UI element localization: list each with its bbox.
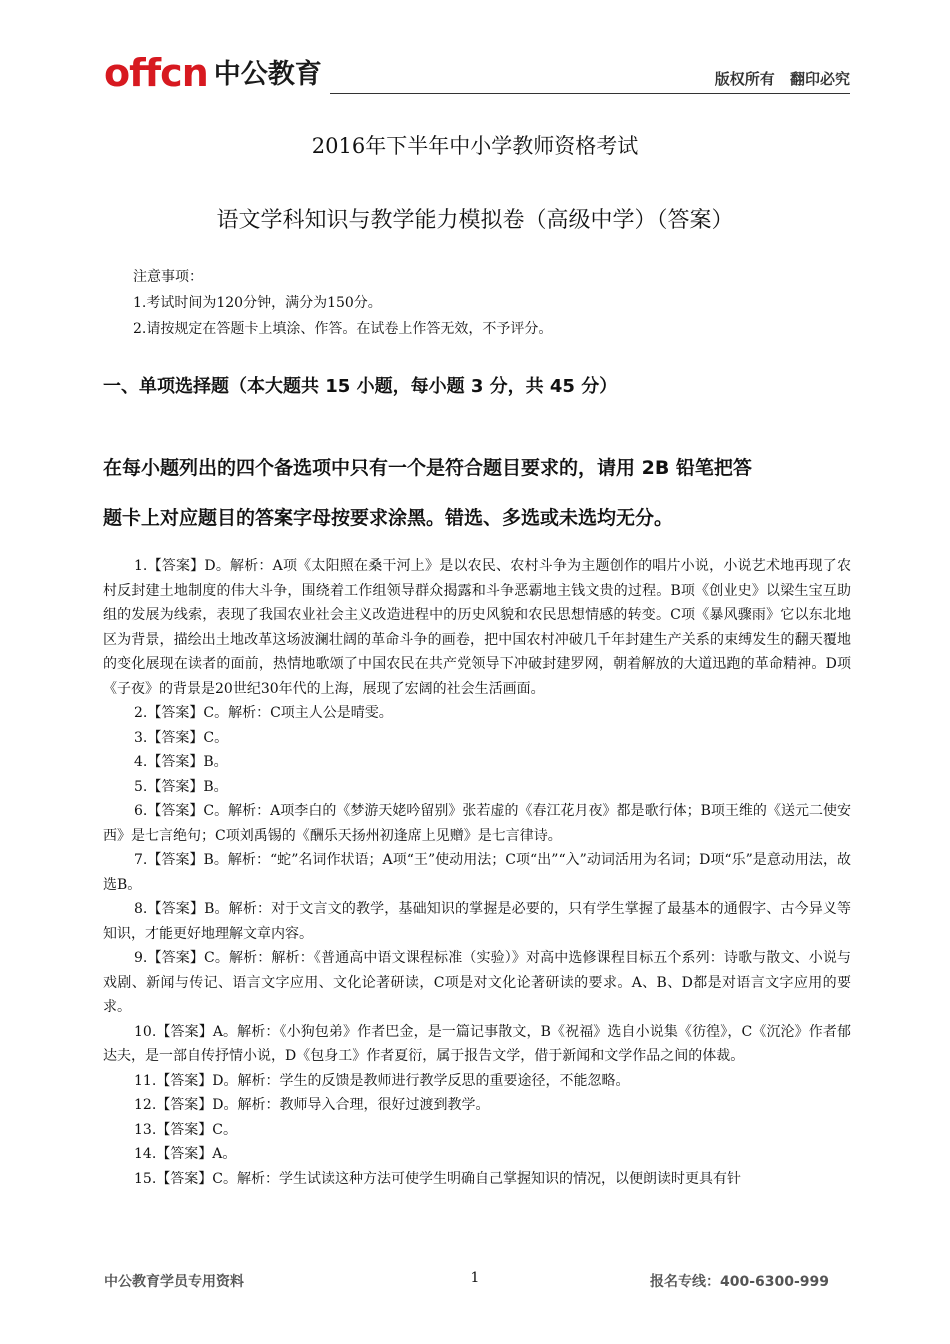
answer-item: 7.【答案】B。解析：“蛇”名词作状语；A项“王”使动用法；C项“出”“入”动词活用为名词；D项“乐”是意动用法，故选B。 [103,852,851,893]
answer-item: 12.【答案】D。解析：教师导入合理，很好过渡到教学。 [134,1097,490,1113]
section-heading: 一、单项选择题（本大题共 15 小题，每小题 3 分，共 45 分） [103,376,618,397]
paper-subtitle: 语文学科知识与教学能力模拟卷（高级中学）（答案） [216,208,734,233]
answer-item: 4.【答案】B。 [134,754,228,770]
answer-item: 14.【答案】A。 [134,1146,237,1162]
logo-wordmark: offcn [104,51,208,95]
answer-list [103,554,851,1191]
notice-item: 2.请按规定在答题卡上填涂、作答。在试卷上作答无效，不予评分。 [133,321,553,337]
answer-item: 13.【答案】C。 [134,1121,237,1138]
instruction-line: 在每小题列出的四个备选项中只有一个是符合题目要求的，请用 2B 铅笔把答 [103,457,752,479]
instruction-line: 题卡上对应题目的答案字母按要求涂黑。错选、多选或未选均无分。 [103,507,674,529]
answer-item: 10.【答案】A。解析：《小狗包弟》作者巴金，是一篇记事散文，B《祝福》选自小说集《彷徨》，C《沉沦》作者郁达夫，是一部自传抒情小说，D《包身工》作者夏衍，属于报告文学，借于新闻和文学作品之间的体裁。 [103,1023,851,1064]
footer-hotline: 报名专线：400-6300-999 [650,1274,830,1290]
answer-item: 1.【答案】D。解析：A项《太阳照在桑干河上》是以农民、农村斗争为主题创作的唱片小说，小说艺术地再现了农村反封建土地制度的伟大斗争，围绕着工作组领导群众揭露和斗争恶霸地主钱文贵的过程。B项《创业史》以梁生宝互助组的发展为线索，表现了我国农业社会主义改造进程中的历史风貌和农民思想情感的转变。C项《暴风骤雨》它以东北地区为背景，描绘出土地改革这场波澜壮阔的革命斗争的画卷，把中国农村冲破几千年封建生产关系的束缚发生的翻天覆地的变化展现在读者的面前，热情地歌颂了中国农民在共产党领导下冲破封建罗网，朝着解放的大道迅跑的革命精神。D项《子夜》的背景是20世纪30年代的上海，展现了宏阔的社会生活画面。 [103,558,851,697]
footer-source-label: 中公教育学员专用资料 [104,1274,244,1290]
logo-chinese-name: 中公教育 [213,59,322,90]
offcn-logo [104,51,322,95]
answer-item: 9.【答案】C。解析：解析：《普通高中语文课程标准（实验）》对高中选修课程目标五个系列：诗歌与散文、小说与戏剧、新闻与传记、语言文字应用、文化论著研读，C项是对文化论著研读的要求。A、B、D都是对语言文字应用的要求。 [103,950,851,1015]
notice-item: 1.考试时间为120分钟，满分为150分。 [133,295,382,311]
page-number: 1 [470,1270,480,1286]
copyright-notice: 版权所有 翻印必究 [714,70,850,88]
section-instruction [103,443,863,543]
answer-item: 8.【答案】B。解析：对于文言文的教学，基础知识的掌握是必要的，只有学生掌握了最基本的通假字、古今异义等知识，才能更好地理解文章内容。 [103,901,851,942]
exam-title: 2016年下半年中小学教师资格考试 [311,134,639,158]
answer-item: 5.【答案】B。 [134,778,228,795]
answer-item: 2.【答案】C。解析：C项主人公是晴雯。 [134,705,393,721]
notice-heading: 注意事项： [133,269,203,285]
header-divider [330,93,850,94]
notice-block [133,264,552,342]
answer-item: 11.【答案】D。解析：学生的反馈是教师进行教学反思的重要途径，不能忽略。 [134,1072,630,1089]
answer-item: 15.【答案】C。解析：学生试读这种方法可使学生明确自己掌握知识的情况，以便朗读时更具有针 [134,1170,741,1187]
page-header [0,0,950,100]
answer-item: 3.【答案】C。 [134,729,229,746]
answer-item: 6.【答案】C。解析：A项李白的《梦游天姥吟留别》张若虚的《春江花月夜》都是歌行体；B项王维的《送元二使安西》是七言绝句；C项刘禹锡的《酬乐天扬州初逢席上见赠》是七言律诗。 [103,803,851,844]
